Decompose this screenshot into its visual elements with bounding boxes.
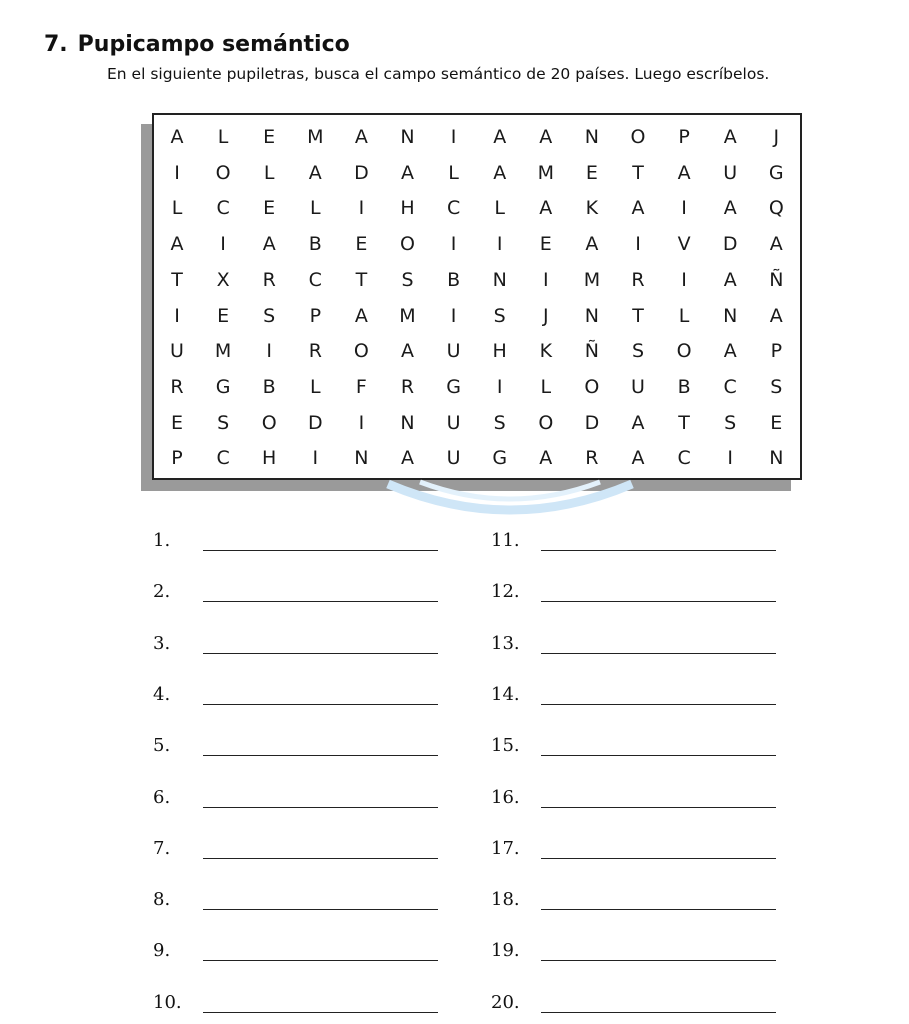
answer-number: 3. bbox=[153, 632, 171, 654]
grid-letter: A bbox=[401, 340, 414, 363]
grid-letter: M bbox=[583, 268, 601, 291]
grid-letter: E bbox=[355, 233, 368, 256]
grid-letter: A bbox=[585, 233, 599, 256]
grid-letter: E bbox=[539, 233, 552, 256]
grid-letter: I bbox=[450, 304, 457, 327]
grid-letter: R bbox=[262, 268, 276, 291]
grid-letter: E bbox=[217, 304, 230, 327]
grid-letter: A bbox=[769, 304, 783, 327]
answer-blank-line[interactable] bbox=[541, 601, 776, 602]
grid-letter: A bbox=[723, 126, 737, 148]
grid-letter: A bbox=[539, 197, 553, 220]
grid-letter: D bbox=[307, 411, 323, 434]
answer-number: 1. bbox=[153, 530, 171, 551]
grid-letter: X bbox=[216, 268, 230, 291]
grid-letter: Ñ bbox=[584, 340, 599, 363]
answer-item bbox=[491, 992, 791, 1016]
grid-letter: O bbox=[584, 375, 600, 398]
answer-blank-line[interactable] bbox=[541, 755, 776, 756]
grid-letter: S bbox=[631, 340, 645, 363]
answer-blank-line[interactable] bbox=[203, 550, 438, 551]
answer-item bbox=[153, 838, 453, 862]
grid-letter: L bbox=[678, 304, 690, 327]
grid-letter: N bbox=[400, 411, 415, 434]
answer-item bbox=[491, 633, 791, 657]
answer-item bbox=[491, 684, 791, 708]
answer-item bbox=[491, 940, 791, 964]
grid-letter: A bbox=[170, 233, 184, 256]
grid-letter: I bbox=[681, 268, 687, 291]
grid-letter: M bbox=[307, 126, 324, 148]
grid-letter: N bbox=[584, 304, 599, 327]
grid-letter: P bbox=[171, 447, 183, 470]
grid-letter: E bbox=[770, 411, 783, 434]
grid-letter: N bbox=[723, 304, 738, 327]
answer-blank-line[interactable] bbox=[541, 960, 776, 961]
grid-letter: H bbox=[262, 447, 277, 470]
answer-blank-line[interactable] bbox=[541, 909, 776, 910]
answer-blank-line[interactable] bbox=[203, 601, 438, 602]
grid-letter: A bbox=[723, 340, 737, 363]
grid-letter: K bbox=[539, 340, 553, 363]
grid-letter: I bbox=[542, 268, 549, 291]
grid-letter: I bbox=[496, 233, 503, 256]
answer-number: 13. bbox=[491, 632, 520, 654]
grid-letter: S bbox=[493, 411, 506, 434]
grid-letter: D bbox=[722, 233, 738, 256]
answer-blank-line[interactable] bbox=[203, 909, 438, 910]
grid-letter: I bbox=[496, 375, 503, 398]
grid-letter: I bbox=[681, 197, 687, 220]
grid-letter: E bbox=[170, 411, 183, 434]
exercise-number: 7. bbox=[44, 32, 68, 57]
grid-letter: A bbox=[677, 161, 691, 184]
grid-letter: J bbox=[542, 304, 549, 327]
answer-item bbox=[153, 940, 453, 964]
answer-number: 16. bbox=[491, 786, 520, 808]
grid-letter: A bbox=[493, 161, 507, 184]
grid-letter: M bbox=[214, 340, 232, 363]
grid-letter: G bbox=[492, 447, 508, 470]
grid-letter: L bbox=[494, 197, 505, 220]
grid-letter: T bbox=[632, 161, 644, 184]
grid-letter: K bbox=[585, 197, 599, 220]
grid-letter: H bbox=[492, 340, 507, 363]
grid-letter: O bbox=[261, 411, 277, 434]
answer-blank-line[interactable] bbox=[541, 858, 776, 859]
grid-letter: S bbox=[217, 411, 230, 434]
answer-item bbox=[491, 889, 791, 913]
grid-letter: L bbox=[310, 375, 321, 398]
grid-letter: U bbox=[446, 340, 461, 363]
answer-blank-line[interactable] bbox=[203, 960, 438, 961]
grid-letter: N bbox=[354, 447, 369, 470]
grid-letter: L bbox=[540, 375, 552, 398]
grid-letter: S bbox=[770, 375, 783, 398]
grid-letter: N bbox=[584, 126, 599, 148]
answer-item bbox=[491, 530, 791, 554]
grid-letter: N bbox=[492, 268, 507, 291]
grid-letter: R bbox=[308, 340, 322, 363]
grid-letter: Ñ bbox=[769, 268, 784, 291]
grid-letter: S bbox=[724, 411, 737, 434]
answer-blank-line[interactable] bbox=[541, 807, 776, 808]
grid-letter: S bbox=[493, 304, 506, 327]
grid-letter: A bbox=[354, 126, 368, 148]
grid-letter: E bbox=[585, 161, 598, 184]
answer-number: 5. bbox=[153, 735, 171, 757]
grid-letter: R bbox=[170, 375, 184, 398]
watermark-decoration bbox=[380, 478, 640, 518]
grid-letter: V bbox=[677, 233, 691, 256]
grid-letter: S bbox=[401, 268, 414, 291]
instructions-text: En el siguiente pupiletras, busca el campo semántico de 20 países. Luego escríbelos. bbox=[107, 65, 770, 83]
grid-letter: B bbox=[677, 375, 691, 398]
grid-letter: L bbox=[448, 161, 459, 184]
answer-item bbox=[491, 838, 791, 862]
grid-letter: O bbox=[538, 411, 554, 434]
grid-letter: P bbox=[770, 340, 783, 363]
grid-letter: C bbox=[677, 447, 691, 470]
grid-letter: B bbox=[262, 375, 276, 398]
answer-item bbox=[153, 735, 453, 759]
answer-item bbox=[491, 787, 791, 811]
grid-letter: A bbox=[493, 126, 507, 148]
grid-letter: C bbox=[308, 268, 322, 291]
grid-letter: L bbox=[263, 161, 275, 184]
answer-blank-line[interactable] bbox=[541, 550, 776, 551]
answer-item bbox=[491, 735, 791, 759]
answer-blank-line[interactable] bbox=[203, 807, 438, 808]
grid-letter: A bbox=[354, 304, 368, 327]
grid-letter: C bbox=[446, 197, 461, 220]
grid-letter: I bbox=[450, 126, 457, 148]
grid-letter: N bbox=[769, 447, 784, 470]
answer-blank-line[interactable] bbox=[203, 704, 438, 705]
grid-letter: G bbox=[446, 375, 461, 398]
grid-letter: I bbox=[727, 447, 733, 470]
grid-letter: C bbox=[723, 375, 737, 398]
grid-letter: E bbox=[263, 126, 276, 148]
grid-letter: Q bbox=[768, 197, 784, 220]
grid-letter: U bbox=[446, 447, 461, 470]
answer-number: 11. bbox=[491, 530, 520, 551]
answer-item bbox=[491, 581, 791, 605]
word-search-grid bbox=[152, 113, 802, 480]
answer-blank-line[interactable] bbox=[541, 653, 776, 654]
grid-letter: G bbox=[768, 161, 784, 184]
answer-number: 2. bbox=[153, 581, 171, 603]
grid-letter: P bbox=[678, 126, 690, 148]
answer-number: 9. bbox=[153, 940, 171, 962]
grid-letter: A bbox=[631, 447, 645, 470]
grid-letter: A bbox=[631, 411, 645, 434]
grid-letter: C bbox=[216, 197, 230, 220]
grid-letter: I bbox=[450, 233, 457, 256]
grid-letter: A bbox=[723, 197, 737, 220]
grid-letter: O bbox=[400, 233, 415, 256]
grid-letter: L bbox=[310, 197, 321, 220]
grid-letter: T bbox=[355, 268, 368, 291]
exercise-title bbox=[44, 32, 350, 57]
grid-letter: L bbox=[217, 126, 229, 148]
grid-letter: O bbox=[630, 126, 646, 148]
answer-item bbox=[153, 992, 453, 1016]
grid-letter: T bbox=[171, 268, 183, 291]
grid-letter: H bbox=[400, 197, 415, 220]
grid-letter: E bbox=[263, 197, 276, 220]
grid-letter: I bbox=[266, 340, 272, 363]
grid-letter: U bbox=[631, 375, 645, 398]
grid-letter: A bbox=[401, 447, 414, 470]
grid-letter: C bbox=[216, 447, 230, 470]
grid-letter: M bbox=[537, 161, 554, 184]
answer-number: 19. bbox=[491, 940, 520, 962]
grid-letter: U bbox=[446, 411, 461, 434]
answer-item bbox=[153, 684, 453, 708]
grid-letter: A bbox=[723, 268, 737, 291]
grid-letter: A bbox=[308, 161, 322, 184]
grid-letter: T bbox=[678, 411, 690, 434]
grid-letter: U bbox=[723, 161, 738, 184]
grid-letter: I bbox=[358, 411, 365, 434]
grid-letter: B bbox=[447, 268, 461, 291]
answer-item bbox=[153, 581, 453, 605]
grid-letter: M bbox=[399, 304, 416, 327]
grid-letter: F bbox=[355, 375, 367, 398]
answer-number: 6. bbox=[153, 786, 171, 808]
answer-number: 8. bbox=[153, 889, 171, 911]
answer-blank-line[interactable] bbox=[203, 1012, 438, 1013]
grid-letter: A bbox=[769, 233, 783, 256]
grid-letter: T bbox=[632, 304, 644, 327]
exercise-title-text: Pupicampo semántico bbox=[77, 32, 350, 57]
grid-letter: I bbox=[220, 233, 226, 256]
grid-letter: A bbox=[401, 161, 414, 184]
answer-number: 10. bbox=[153, 991, 182, 1013]
answer-blank-line[interactable] bbox=[203, 653, 438, 654]
answer-number: 4. bbox=[153, 683, 171, 705]
answer-item bbox=[153, 787, 453, 811]
grid-letter: I bbox=[174, 304, 180, 327]
grid-letter: I bbox=[358, 197, 365, 220]
grid-letter: A bbox=[539, 126, 553, 148]
answer-blank-line[interactable] bbox=[203, 755, 438, 756]
grid-letter: O bbox=[676, 340, 692, 363]
grid-letter: R bbox=[631, 268, 645, 291]
grid-letter: D bbox=[584, 411, 600, 434]
grid-letter: I bbox=[635, 233, 641, 256]
answer-number: 18. bbox=[491, 889, 520, 911]
answer-number: 15. bbox=[491, 735, 520, 757]
grid-letter: D bbox=[354, 161, 369, 184]
grid-letter: R bbox=[585, 447, 599, 470]
answer-item bbox=[153, 633, 453, 657]
answer-blank-line[interactable] bbox=[203, 858, 438, 859]
answer-number: 7. bbox=[153, 837, 171, 859]
grid-letter: A bbox=[631, 197, 645, 220]
answer-blank-line[interactable] bbox=[541, 704, 776, 705]
grid-letter: A bbox=[262, 233, 276, 256]
grid-letter: U bbox=[170, 340, 184, 363]
grid-letter: B bbox=[308, 233, 322, 256]
answer-number: 14. bbox=[491, 683, 520, 705]
grid-letter: I bbox=[312, 447, 319, 470]
grid-letter: P bbox=[309, 304, 322, 327]
grid-letter: L bbox=[171, 197, 183, 220]
grid-letter: O bbox=[215, 161, 231, 184]
answer-blank-line[interactable] bbox=[541, 1012, 776, 1013]
answer-item bbox=[153, 530, 453, 554]
answer-number: 20. bbox=[491, 991, 520, 1013]
answer-number: 12. bbox=[491, 581, 520, 603]
grid-letter: O bbox=[353, 340, 369, 363]
answer-item bbox=[153, 889, 453, 913]
grid-letter: R bbox=[400, 375, 415, 398]
grid-letter: S bbox=[263, 304, 276, 327]
answer-number: 17. bbox=[491, 837, 520, 859]
grid-letter: A bbox=[170, 126, 184, 148]
grid-letter: I bbox=[174, 161, 180, 184]
grid-letter: J bbox=[773, 126, 780, 148]
grid-letter: A bbox=[539, 447, 553, 470]
grid-letter: N bbox=[400, 126, 415, 148]
grid-letter: G bbox=[215, 375, 231, 398]
